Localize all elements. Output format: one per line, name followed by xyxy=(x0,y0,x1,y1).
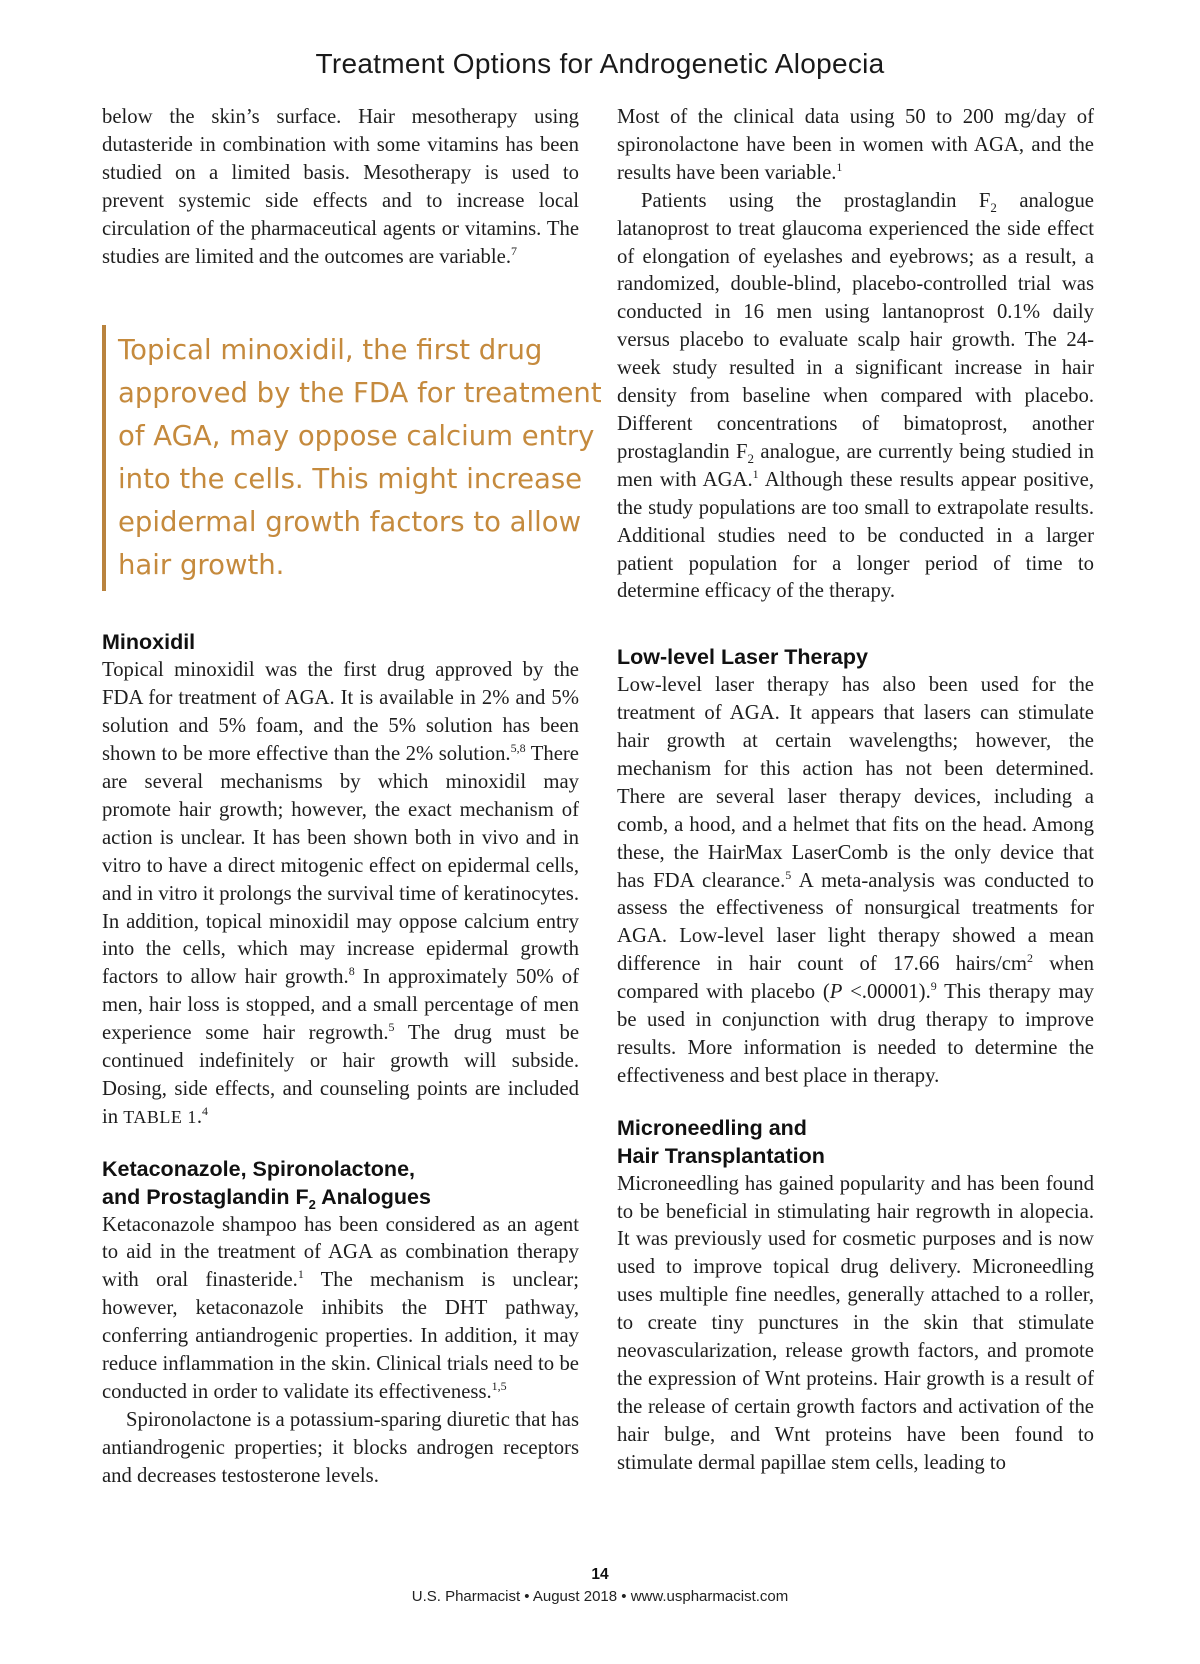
pull-quote-line: Topical minoxidil, the first drug xyxy=(118,334,543,367)
citation: 4 xyxy=(202,1103,208,1118)
section-heading-ketaconazole: Ketaconazole, Spironolactone, and Prostaglandin $F_2$ Analogues xyxy=(102,1156,431,1212)
running-head: Treatment Options for Androgenetic Alopecia xyxy=(315,48,885,79)
section-heading-laser: Low-level Laser Therapy xyxy=(617,645,868,670)
citation: 1,5 xyxy=(491,1379,507,1393)
pull-quote-line: hair growth. xyxy=(118,549,285,582)
left-column xyxy=(102,104,602,1491)
citation: 1 xyxy=(752,466,759,481)
section-heading-microneedling: Microneedling and Hair Transplantation xyxy=(617,1115,825,1168)
citation: 9 xyxy=(930,979,937,994)
prostaglandin-paragraph: Patients using the prostaglandin $F_2$ analogue latanoprost to treat glaucoma experienced the side effect of elongation of eyelashes and eyebrows; as a result, a randomized, double-blind, placebo-controlled trial was conducted in 16 men using lantanoprost 0.1% daily versus placebo to evaluate scalp hair growth. The 24-week study resulted in a significant increase in hair density from baseline when compared with placebo. Different concentrations of bimatoprost, another prostaglandin $F_2$ analogue, are currently being studied in men with AGA.$^1$ Although these results appear positive, the study populations are too small to extrapolate results. Additional studies need to be conducted in a larger patient population for a longer period of time to determine efficacy of the therapy. xyxy=(617,189,1094,603)
microneedling-paragraph: Microneedling has gained popularity and has been found to be beneficial in stimulating hair regrowth in alopecia. It was previously used for cosmetic purposes and is now used to improve topical drug delivery. Microneedling uses multiple fine needles, generally attached to a roller, to create tiny punctures in the skin that stimulate neovascularization, release growth factors, and promote the expression of Wnt proteins. Hair growth is a result of the release of certain growth factors and activation of the hair bulge, and Wnt proteins have been found to stimulate dermal papillae stem cells, leading to xyxy=(617,1172,1094,1474)
minoxidil-paragraph: Topical minoxidil was the first drug approved by the FDA for treatment of AGA. It is available in 2% and 5% solution and 5% foam, and the 5% solution has been shown to be more effective than the 2% solution.$^{5,8}$ There are several mechanisms by which minoxidil may promote hair growth; however, the exact mechanism of action is unclear. It has been shown both in vivo and in vitro to have a direct mitogenic effect on epidermal cells, and in vitro it prolongs the survival time of keratinocytes. In addition, topical minoxidil may oppose calcium entry into the cells, which may increase epidermal growth factors to allow hair growth.$^8$ In approximately 50% of men, hair loss is stopped, and a small percentage of men experience some hair regrowth.$^5$ The drug must be continued indefinitely or hair growth will subside. Dosing, side effects, and counseling points are included in TABLE 1.$^4$ xyxy=(102,659,580,1128)
right-column xyxy=(617,104,1094,1478)
citation: 7 xyxy=(511,243,518,258)
section-heading-minoxidil: Minoxidil xyxy=(102,630,196,655)
citation: 1 xyxy=(836,159,843,174)
ketaconazole-paragraph: Ketaconazole shampoo has been considered as an agent to aid in the treatment of AGA as combination therapy with oral finasteride.$^1$ The mechanism is unclear; however, ketaconazole inhibits the DHT pathway, conferring antiandrogenic properties. In addition, it may reduce inflammation in the skin. Clinical trials need to be conducted in order to validate its effectiveness.$^{1,5}$ xyxy=(102,1213,580,1403)
intro-continued-paragraph: below the skin’s surface. Hair mesotherapy using dutasteride in combination with some vitamins has been studied on a limited basis. Mesotherapy is used to prevent systemic side effects and to increase local circulation of the pharmaceutical agents or vitamins. The studies are limited and the outcomes are variable.$^7$ xyxy=(102,106,579,268)
table-reference: TABLE 1 xyxy=(123,1106,197,1127)
citation: 5 xyxy=(785,867,792,882)
citation: 5,8 xyxy=(510,741,526,756)
citation: 5 xyxy=(388,1020,395,1035)
citation: 1 xyxy=(297,1267,304,1282)
pull-quote-line: into the cells. This might increase xyxy=(118,463,583,496)
page-number: 14 xyxy=(591,1566,609,1583)
footer: U.S. Pharmacist • August 2018 • www.uspharmacist.com xyxy=(411,1588,789,1605)
spironolactone-continued-paragraph: Most of the clinical data using 50 to 200 mg/day of spironolactone have been in women with AGA, and the results have been variable.$^1$ xyxy=(617,106,1094,184)
pull-quote xyxy=(102,325,602,591)
citation: 8 xyxy=(348,964,355,979)
pull-quote-line: epidermal growth factors to allow xyxy=(118,506,582,539)
laser-paragraph: Low-level laser therapy has also been used for the treatment of AGA. It appears that lasers can stimulate hair growth at certain wavelengths; however, the mechanism for this action has not been determined. There are several laser therapy devices, including a comb, a hood, and a helmet that fits on the head. Among these, the HairMax LaserComb is the only device that has FDA clearance.$^5$ A meta-analysis was conducted to assess the effectiveness of nonsurgical treatments for AGA. Low-level laser light therapy showed a mean difference in hair count of 17.66 hairs/$cm^2$ when compared with placebo (P <.00001).$^9$ This therapy may be used in conjunction with drug therapy to improve results. More information is needed to determine the effectiveness and best place in therapy. xyxy=(617,674,1095,1087)
spironolactone-paragraph: Spironolactone is a potassium-sparing diuretic that has antiandrogenic properties; it blocks androgen receptors and decreases testosterone levels. xyxy=(102,1408,579,1487)
pull-quote-line: of AGA, may oppose calcium entry xyxy=(118,420,595,453)
pull-quote-line: approved by the FDA for treatment xyxy=(118,377,602,410)
